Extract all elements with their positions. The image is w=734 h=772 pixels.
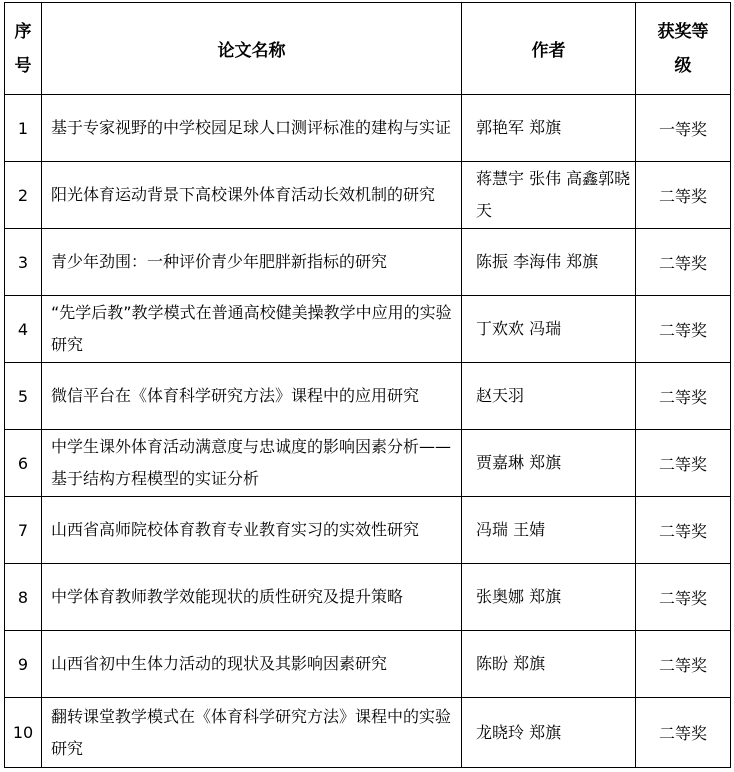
paper-authors: 郭艳军 郑旗 bbox=[462, 95, 636, 162]
paper-authors: 张奥娜 郑旗 bbox=[462, 564, 636, 631]
paper-authors: 陈盼 郑旗 bbox=[462, 631, 636, 698]
paper-authors: 赵天羽 bbox=[462, 363, 636, 430]
awards-table bbox=[4, 2, 731, 768]
paper-authors: 贾嘉琳 郑旗 bbox=[462, 430, 636, 497]
paper-title: 基于专家视野的中学校园足球人口测评标准的建构与实证 bbox=[42, 95, 462, 162]
paper-title: 中学体育教师教学效能现状的质性研究及提升策略 bbox=[42, 564, 462, 631]
award-level: 二等奖 bbox=[636, 698, 731, 768]
row-index: 9 bbox=[5, 631, 42, 698]
table-row bbox=[5, 363, 731, 430]
table-row bbox=[5, 698, 731, 768]
index-header-line2: 号 bbox=[14, 55, 32, 76]
level-header-line2: 级 bbox=[674, 55, 692, 76]
table-row bbox=[5, 430, 731, 497]
paper-authors: 丁欢欢 冯瑞 bbox=[462, 296, 636, 363]
index-header bbox=[5, 3, 42, 95]
table-row bbox=[5, 162, 731, 229]
paper-title: 翻转课堂教学模式在《体育科学研究方法》课程中的实验研究 bbox=[42, 698, 462, 768]
paper-title: 山西省高师院校体育教育专业教育实习的实效性研究 bbox=[42, 497, 462, 564]
award-level: 二等奖 bbox=[636, 564, 731, 631]
paper-title: 青少年劲围：一种评价青少年肥胖新指标的研究 bbox=[42, 229, 462, 296]
table-row bbox=[5, 497, 731, 564]
table-row bbox=[5, 95, 731, 162]
paper-title: “先学后教”教学模式在普通高校健美操教学中应用的实验研究 bbox=[42, 296, 462, 363]
level-header bbox=[636, 3, 731, 95]
award-level: 二等奖 bbox=[636, 162, 731, 229]
row-index: 10 bbox=[5, 698, 42, 768]
paper-authors: 蒋慧宇 张伟 高鑫郭晓天 bbox=[462, 162, 636, 229]
paper-title: 微信平台在《体育科学研究方法》课程中的应用研究 bbox=[42, 363, 462, 430]
row-index: 2 bbox=[5, 162, 42, 229]
award-level: 二等奖 bbox=[636, 363, 731, 430]
row-index: 8 bbox=[5, 564, 42, 631]
award-level: 二等奖 bbox=[636, 631, 731, 698]
paper-title: 山西省初中生体力活动的现状及其影响因素研究 bbox=[42, 631, 462, 698]
table-row bbox=[5, 631, 731, 698]
paper-title: 阳光体育运动背景下高校课外体育活动长效机制的研究 bbox=[42, 162, 462, 229]
title-header: 论文名称 bbox=[42, 3, 462, 95]
row-index: 7 bbox=[5, 497, 42, 564]
paper-authors: 陈振 李海伟 郑旗 bbox=[462, 229, 636, 296]
row-index: 4 bbox=[5, 296, 42, 363]
level-header-line1: 获奖等 bbox=[657, 21, 709, 42]
table-row bbox=[5, 296, 731, 363]
award-level: 二等奖 bbox=[636, 497, 731, 564]
author-header: 作者 bbox=[462, 3, 636, 95]
paper-authors: 龙晓玲 郑旗 bbox=[462, 698, 636, 768]
row-index: 6 bbox=[5, 430, 42, 497]
row-index: 5 bbox=[5, 363, 42, 430]
index-header-line1: 序 bbox=[14, 21, 32, 42]
header-row bbox=[5, 3, 731, 95]
award-level: 二等奖 bbox=[636, 229, 731, 296]
award-level: 二等奖 bbox=[636, 430, 731, 497]
paper-authors: 冯瑞 王婧 bbox=[462, 497, 636, 564]
award-level: 一等奖 bbox=[636, 95, 731, 162]
row-index: 3 bbox=[5, 229, 42, 296]
table-row bbox=[5, 229, 731, 296]
row-index: 1 bbox=[5, 95, 42, 162]
paper-title: 中学生课外体育活动满意度与忠诚度的影响因素分析——基于结构方程模型的实证分析 bbox=[42, 430, 462, 497]
award-level: 二等奖 bbox=[636, 296, 731, 363]
table-row bbox=[5, 564, 731, 631]
